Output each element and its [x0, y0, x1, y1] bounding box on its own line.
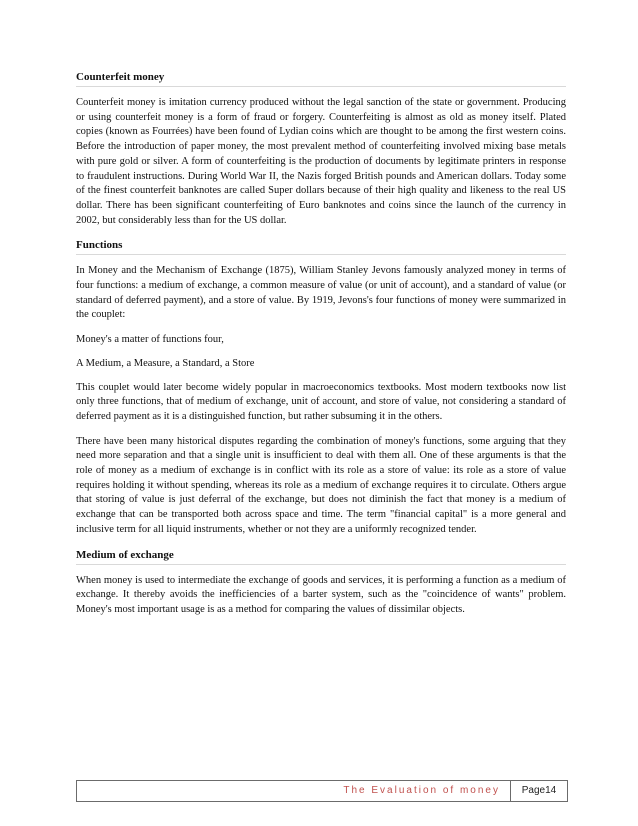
paragraph: There have been many historical disputes regarding the combination of money's functions, some arguing that they need more separation and that a single unit is insufficient to deal with them all. One of these arguments is that the role of money as a medium of exchange is in conflict with its role as a store of value: its role as a store of value requires holding it without spending, whereas its role as a medium of exchange requires it to circulate. Others argue that storing of value is just deferral of the exchange, but does not diminish the fact that money is a medium of exchange that can be transported both across space and time. The term "financial capital" is a more general and inclusive term for all liquid instruments, whether or not they are a uniformly recognized tender.: [76, 435, 566, 535]
section-heading: Functions: [76, 238, 566, 255]
section-functions: [76, 238, 566, 537]
paragraph: When money is used to intermediate the exchange of goods and services, it is performing a function as a medium of exchange. It thereby avoids the inefficiencies of a barter system, such as the "coincidence of wants" problem. Money's most important usage is as a method for comparing the values of dissimilar objects.: [76, 574, 566, 615]
section-heading: Counterfeit money: [76, 70, 566, 87]
couplet-line: Money's a matter of functions four,: [76, 334, 224, 346]
paragraph: In Money and the Mechanism of Exchange (1875), William Stanley Jevons famously analyzed money in terms of four functions: a medium of exchange, a common measure of value (or unit of account), and a standard of value (or standard of deferred payment), and a store of value. By 1919, Jevons's four functions of money were summarized in the couplet:: [76, 265, 566, 321]
page-footer: [76, 780, 568, 802]
footer-title: The Evaluation of money: [77, 781, 511, 801]
paragraph: This couplet would later become widely popular in macroeconomics textbooks. Most modern textbooks now list only three functions, that of medium of exchange, unit of account, and store of value, not considering a standard of deferred payment as it is a distinguished function, but rather subsuming it in the others.: [76, 381, 566, 422]
paragraph: Counterfeit money is imitation currency produced without the legal sanction of the state or government. Producing or using counterfeit money is a form of fraud or forgery. Counterfeiting is almost as old as money itself. Plated copies (known as Fourrées) have been found of Lydian coins which are thought to be among the first western coins. Before the introduction of paper money, the most prevalent method of counterfeiting involved mixing base metals with pure gold or silver. A form of counterfeiting is the production of documents by legitimate printers in response to fraudulent instructions. During World War II, the Nazis forged British pounds and American dollars. Today some of the finest counterfeit banknotes are called Super dollars because of their high quality and likeness to the real US dollar. There has been significant counterfeiting of Euro banknotes and coins since the launch of the currency in 2002, but considerably less than for the US dollar.: [76, 97, 566, 226]
section-medium-of-exchange: [76, 548, 566, 618]
page-number: Page14: [521, 785, 557, 796]
couplet-line: A Medium, a Measure, a Standard, a Store: [76, 357, 255, 369]
section-counterfeit-money: [76, 70, 566, 228]
document-body: [76, 70, 566, 628]
section-heading: Medium of exchange: [76, 548, 566, 565]
